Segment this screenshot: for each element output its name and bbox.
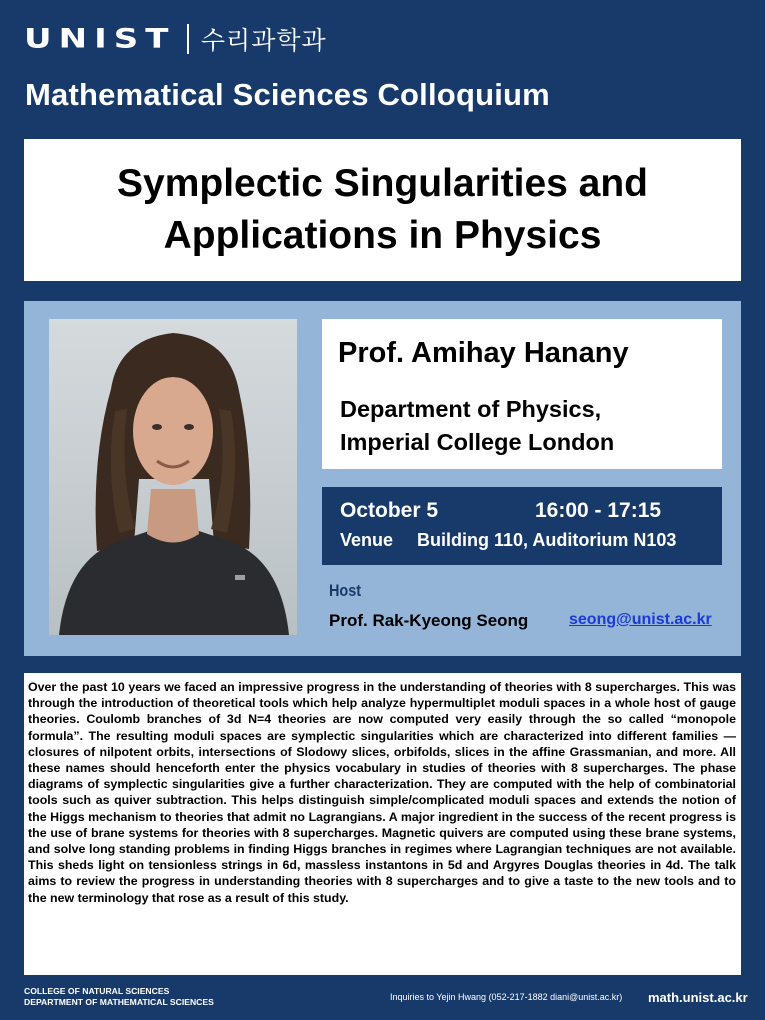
talk-title-line-2: Applications in Physics	[163, 214, 602, 257]
footer-website-link[interactable]: math.unist.ac.kr	[648, 990, 748, 1005]
talk-time: 16:00 - 17:15	[535, 499, 662, 522]
footer-college-line-1: COLLEGE OF NATURAL SCIENCES	[24, 986, 170, 996]
affiliation-line-1: Department of Physics,	[340, 396, 602, 422]
footer-inquiries: Inquiries to Yejin Hwang (052-217-1882 diani@unist.ac.kr)	[390, 992, 623, 1002]
host-name: Prof. Rak-Kyeong Seong	[329, 611, 529, 630]
speaker-photo	[49, 319, 297, 635]
talk-title-line-1: Symplectic Singularities and	[117, 162, 648, 205]
speaker-portrait-illustration	[49, 319, 297, 635]
unist-logo	[24, 22, 327, 56]
footer-college	[24, 986, 214, 1007]
venue-label: Venue	[340, 530, 394, 550]
logo-wordmark: UNIST	[24, 23, 176, 55]
speaker-affiliation	[340, 393, 614, 459]
talk-title-box	[24, 139, 741, 281]
venue-value: Building 110, Auditorium N103	[417, 530, 677, 550]
host-label: Host	[329, 581, 362, 600]
host-email-link[interactable]: seong@unist.ac.kr	[569, 611, 712, 628]
logo-divider	[187, 24, 189, 54]
abstract-text: Over the past 10 years we faced an impressive progress in the understanding of theories with 8 supercharges. This was through the introduction of theoretical tools which help analyze hypermultiplet moduli spaces in a whole host of gauge theories. Coulomb branches of 3d N=4 theories are now computed very easily through the so called “monopole formula”. The resulting moduli spaces are symplectic singularities which are characterized into different families — closures of nilpotent orbits, intersections of Slodowy slices, orbifolds, slices in the affine Grassmanian, and more. All these names should henceforth enter the physics vocabulary in studies of theories with 8 supercharges. The phase diagrams of symplectic singularities give a further characterization. They are computed with the help of combinatorial tools such as quiver subtraction. This helps distinguish simple/complicated moduli spaces and extends the notion of the Higgs mechanism to theories that admit no Lagrangians. A major ingredient in the success of the recent progress is the use of brane systems for theories with 8 supercharges. Magnetic quivers are computed using these brane systems, and solve long standing problems in finding Higgs branches in regimes where Lagrangian techniques are not available. This sheds light on tensionless strings in 6d, massless instantons in 5d and Argyres Douglas theories in 4d. The talk aims to review the progress in understanding theories with 8 supercharges and to give a taste to the new tools and to the new terminology that rose as a result of this study.	[28, 680, 736, 905]
series-title: Mathematical Sciences Colloquium	[25, 77, 550, 112]
department-korean: 수리과학과	[200, 26, 327, 55]
footer-college-line-2: DEPARTMENT OF MATHEMATICAL SCIENCES	[24, 996, 214, 1007]
speaker-name: Prof. Amihay Hanany	[338, 337, 629, 369]
affiliation-line-2: Imperial College London	[340, 429, 615, 455]
talk-date: October 5	[340, 499, 439, 522]
